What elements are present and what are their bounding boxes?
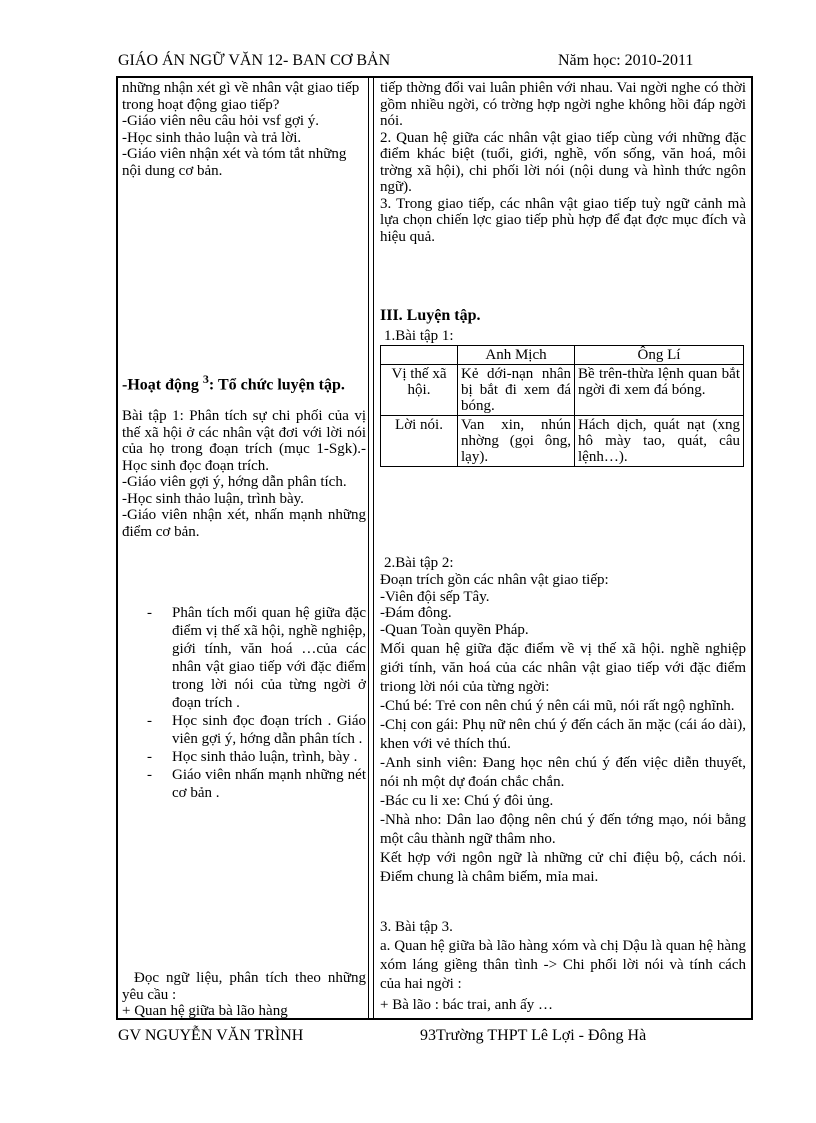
footer-right: 93Trường THPT Lê Lợi - Đông Hà bbox=[420, 1027, 647, 1044]
table-cell: Lời nói. bbox=[381, 416, 458, 467]
activity-line: -Giáo viên gợi ý, hớng dẫn phân tích. bbox=[122, 474, 347, 490]
exercise-3-last: + Bà lão : bác trai, anh ấy … bbox=[380, 997, 553, 1013]
activity-line: Bài tập 1: Phân tích sự chi phối của vị thế xã hội ở các nhân vật đơi với lời nói của họ trong đoạn trích (mục 1-Sgk).-Học sinh đọc đoạn trích. bbox=[122, 408, 366, 474]
activity-heading: -Hoạt động $^3$: Tổ chức luyện tập. bbox=[122, 372, 345, 394]
table-header-row bbox=[381, 346, 744, 365]
table-cell: Kẻ dới-nạn nhân bị bắt đi xem đá bóng. bbox=[458, 365, 575, 416]
exercise-2-line: -Đám đông. bbox=[380, 605, 452, 621]
left-bottom-text bbox=[122, 970, 366, 1020]
activity-text bbox=[122, 408, 366, 540]
exercise-1-table-wrap bbox=[380, 345, 744, 467]
right-intro bbox=[380, 80, 746, 245]
left-intro bbox=[122, 80, 366, 179]
activity-line: -Học sinh thảo luận, trình bày. bbox=[122, 490, 304, 507]
dash-item: - Học sinh thảo luận, trình, bày . bbox=[147, 749, 358, 765]
exercise-2-label: 2.Bài tập 2: bbox=[384, 555, 454, 571]
column-divider bbox=[368, 78, 374, 1018]
exercise-2-para: -Nhà nho: Dân lao động nên chú ý đến tớng mạo, nói bằng một câu thành ngữ thâm nho. bbox=[380, 812, 746, 847]
table-header-cell: Anh Mịch bbox=[458, 346, 575, 365]
table-row bbox=[381, 416, 744, 467]
page-header bbox=[118, 52, 750, 76]
right-intro-para: 2. Quan hệ giữa các nhân vật giao tiếp cùng với những đặc điểm khác biệt (tuổi, giới, nghề, vốn sống, văn hoá, môi trờng xã hội), chi phối lời nói (nội dung và hình thức ngôn ngữ). bbox=[380, 129, 746, 195]
teacher-activities-column bbox=[122, 80, 366, 1019]
exercise-1-label: 1.Bài tập 1: bbox=[384, 328, 454, 344]
table-row bbox=[381, 365, 744, 416]
left-intro-line: -Giáo viên nêu câu hỏi vsf gợi ý. bbox=[122, 113, 320, 129]
exercise-2-lines bbox=[380, 572, 746, 638]
header-right: Năm học: 2010-2011 bbox=[558, 52, 694, 69]
exercise-3-text: a. Quan hệ giữa bà lão hàng xóm và chị Dậu là quan hệ hàng xóm láng giềng thân tình -> Chi phối lời nói và tính cách của hai ngời : bbox=[380, 938, 746, 992]
dash-item: - Giáo viên nhấn mạnh những nét cơ bản . bbox=[147, 767, 366, 801]
dash-item: - Phân tích mối quan hệ giữa đặc điểm vị thế xã hội, nghề nghiệp, giới tính, văn hoá …của các nhân vật giao tiếp với đặc điểm trong lời nói của từng ngời ở đoạn trích . bbox=[147, 605, 366, 711]
right-intro-para: 3. Trong giao tiếp, các nhân vật giao tiếp tuỳ ngữ cảnh mà lựa chọn chiến lợc giao tiếp phù hợp để đạt đợc mục đích và hiệu quả. bbox=[380, 195, 746, 245]
section-title: III. Luyện tập. bbox=[380, 307, 481, 324]
exercise-2-line: Đoạn trích gồn các nhân vật giao tiếp: bbox=[380, 572, 609, 588]
activity-line: -Giáo viên nhận xét, nhấn mạnh những điểm cơ bản. bbox=[122, 507, 366, 540]
exercise-2-para: -Anh sinh viên: Đang học nên chú ý đến việc diễn thuyết, nói nh một dự đoán chắc chắn. bbox=[380, 755, 746, 790]
footer-left: GV NGUYỄN VĂN TRÌNH bbox=[118, 1027, 304, 1044]
right-intro-para: tiếp thờng đổi vai luân phiên với nhau. Vai ngời nghe có thời gồm nhiều ngời, có trờng hợp ngời nghe không hồi đáp ngời nói. bbox=[380, 80, 746, 129]
table-header-cell bbox=[381, 346, 458, 365]
table-cell: Hách dịch, quát nạt (xng hô mày tao, quát, câu lệnh…). bbox=[575, 416, 744, 467]
exercise-3-label: 3. Bài tập 3. bbox=[380, 919, 453, 935]
left-intro-line: những nhận xét gì về nhân vật giao tiếp trong hoạt động giao tiếp? bbox=[122, 80, 360, 113]
left-bottom-line: + Quan hệ giữa bà lão hàng bbox=[122, 1003, 288, 1019]
table-cell: Vị thế xã hội. bbox=[381, 365, 458, 416]
exercise-1-table bbox=[380, 345, 744, 467]
exercise-2-body bbox=[380, 640, 746, 887]
exercise-2-line: -Quan Toàn quyền Pháp. bbox=[380, 621, 529, 638]
exercise-2-para: Mối quan hệ giữa đặc điểm về vị thế xã hội. nghề nghiệp giới tính, văn hoá của các nhân vật giao tiếp với đặc điểm triong lời nói của từng ngời: bbox=[380, 641, 746, 695]
left-intro-line: -Học sinh thảo luận và trả lời. bbox=[122, 129, 302, 146]
table-cell: Bề trên-thừa lệnh quan bắt ngời đi xem đá bóng. bbox=[575, 365, 744, 416]
exercise-2-para: Kết hợp với ngôn ngữ là những cử chỉ điệu bộ, cách nói. Điểm chung là châm biếm, mỉa mai. bbox=[380, 850, 746, 885]
header-left: GIÁO ÁN NGỮ VĂN 12- BAN CƠ BẢN bbox=[118, 52, 391, 69]
activity-number: 3 bbox=[202, 372, 209, 386]
dash-list bbox=[122, 604, 366, 802]
page-footer bbox=[118, 1027, 750, 1051]
exercise-2-para: -Bác cu li xe: Chú ý đôi ủng. bbox=[380, 793, 554, 809]
exercise-2-line: -Viên đội sếp Tây. bbox=[380, 588, 490, 605]
left-bottom-line: Đọc ngữ liệu, phân tích theo những yêu cầu : bbox=[122, 970, 366, 1003]
exercise-2-para: -Chú bé: Trẻ con nên chú ý nên cái mũ, nói rất ngộ nghĩnh. bbox=[380, 698, 735, 714]
dash-item: - Học sinh đọc đoạn trích . Giáo viên gợi ý, hớng dẫn phân tích . bbox=[147, 713, 366, 747]
left-intro-line: -Giáo viên nhận xét và tóm tắt những nội dung cơ bản. bbox=[122, 146, 347, 179]
lesson-table bbox=[116, 76, 753, 1020]
content-column bbox=[380, 80, 746, 1016]
exercise-2-para: -Chị con gái: Phụ nữ nên chú ý đến cách ăn mặc (cái áo dài), khen với vẻ thích thú. bbox=[380, 717, 746, 752]
table-cell: Van xin, nhún nhờng (gọi ông, lạy). bbox=[458, 416, 575, 467]
table-header-cell: Ông Lí bbox=[575, 346, 744, 365]
